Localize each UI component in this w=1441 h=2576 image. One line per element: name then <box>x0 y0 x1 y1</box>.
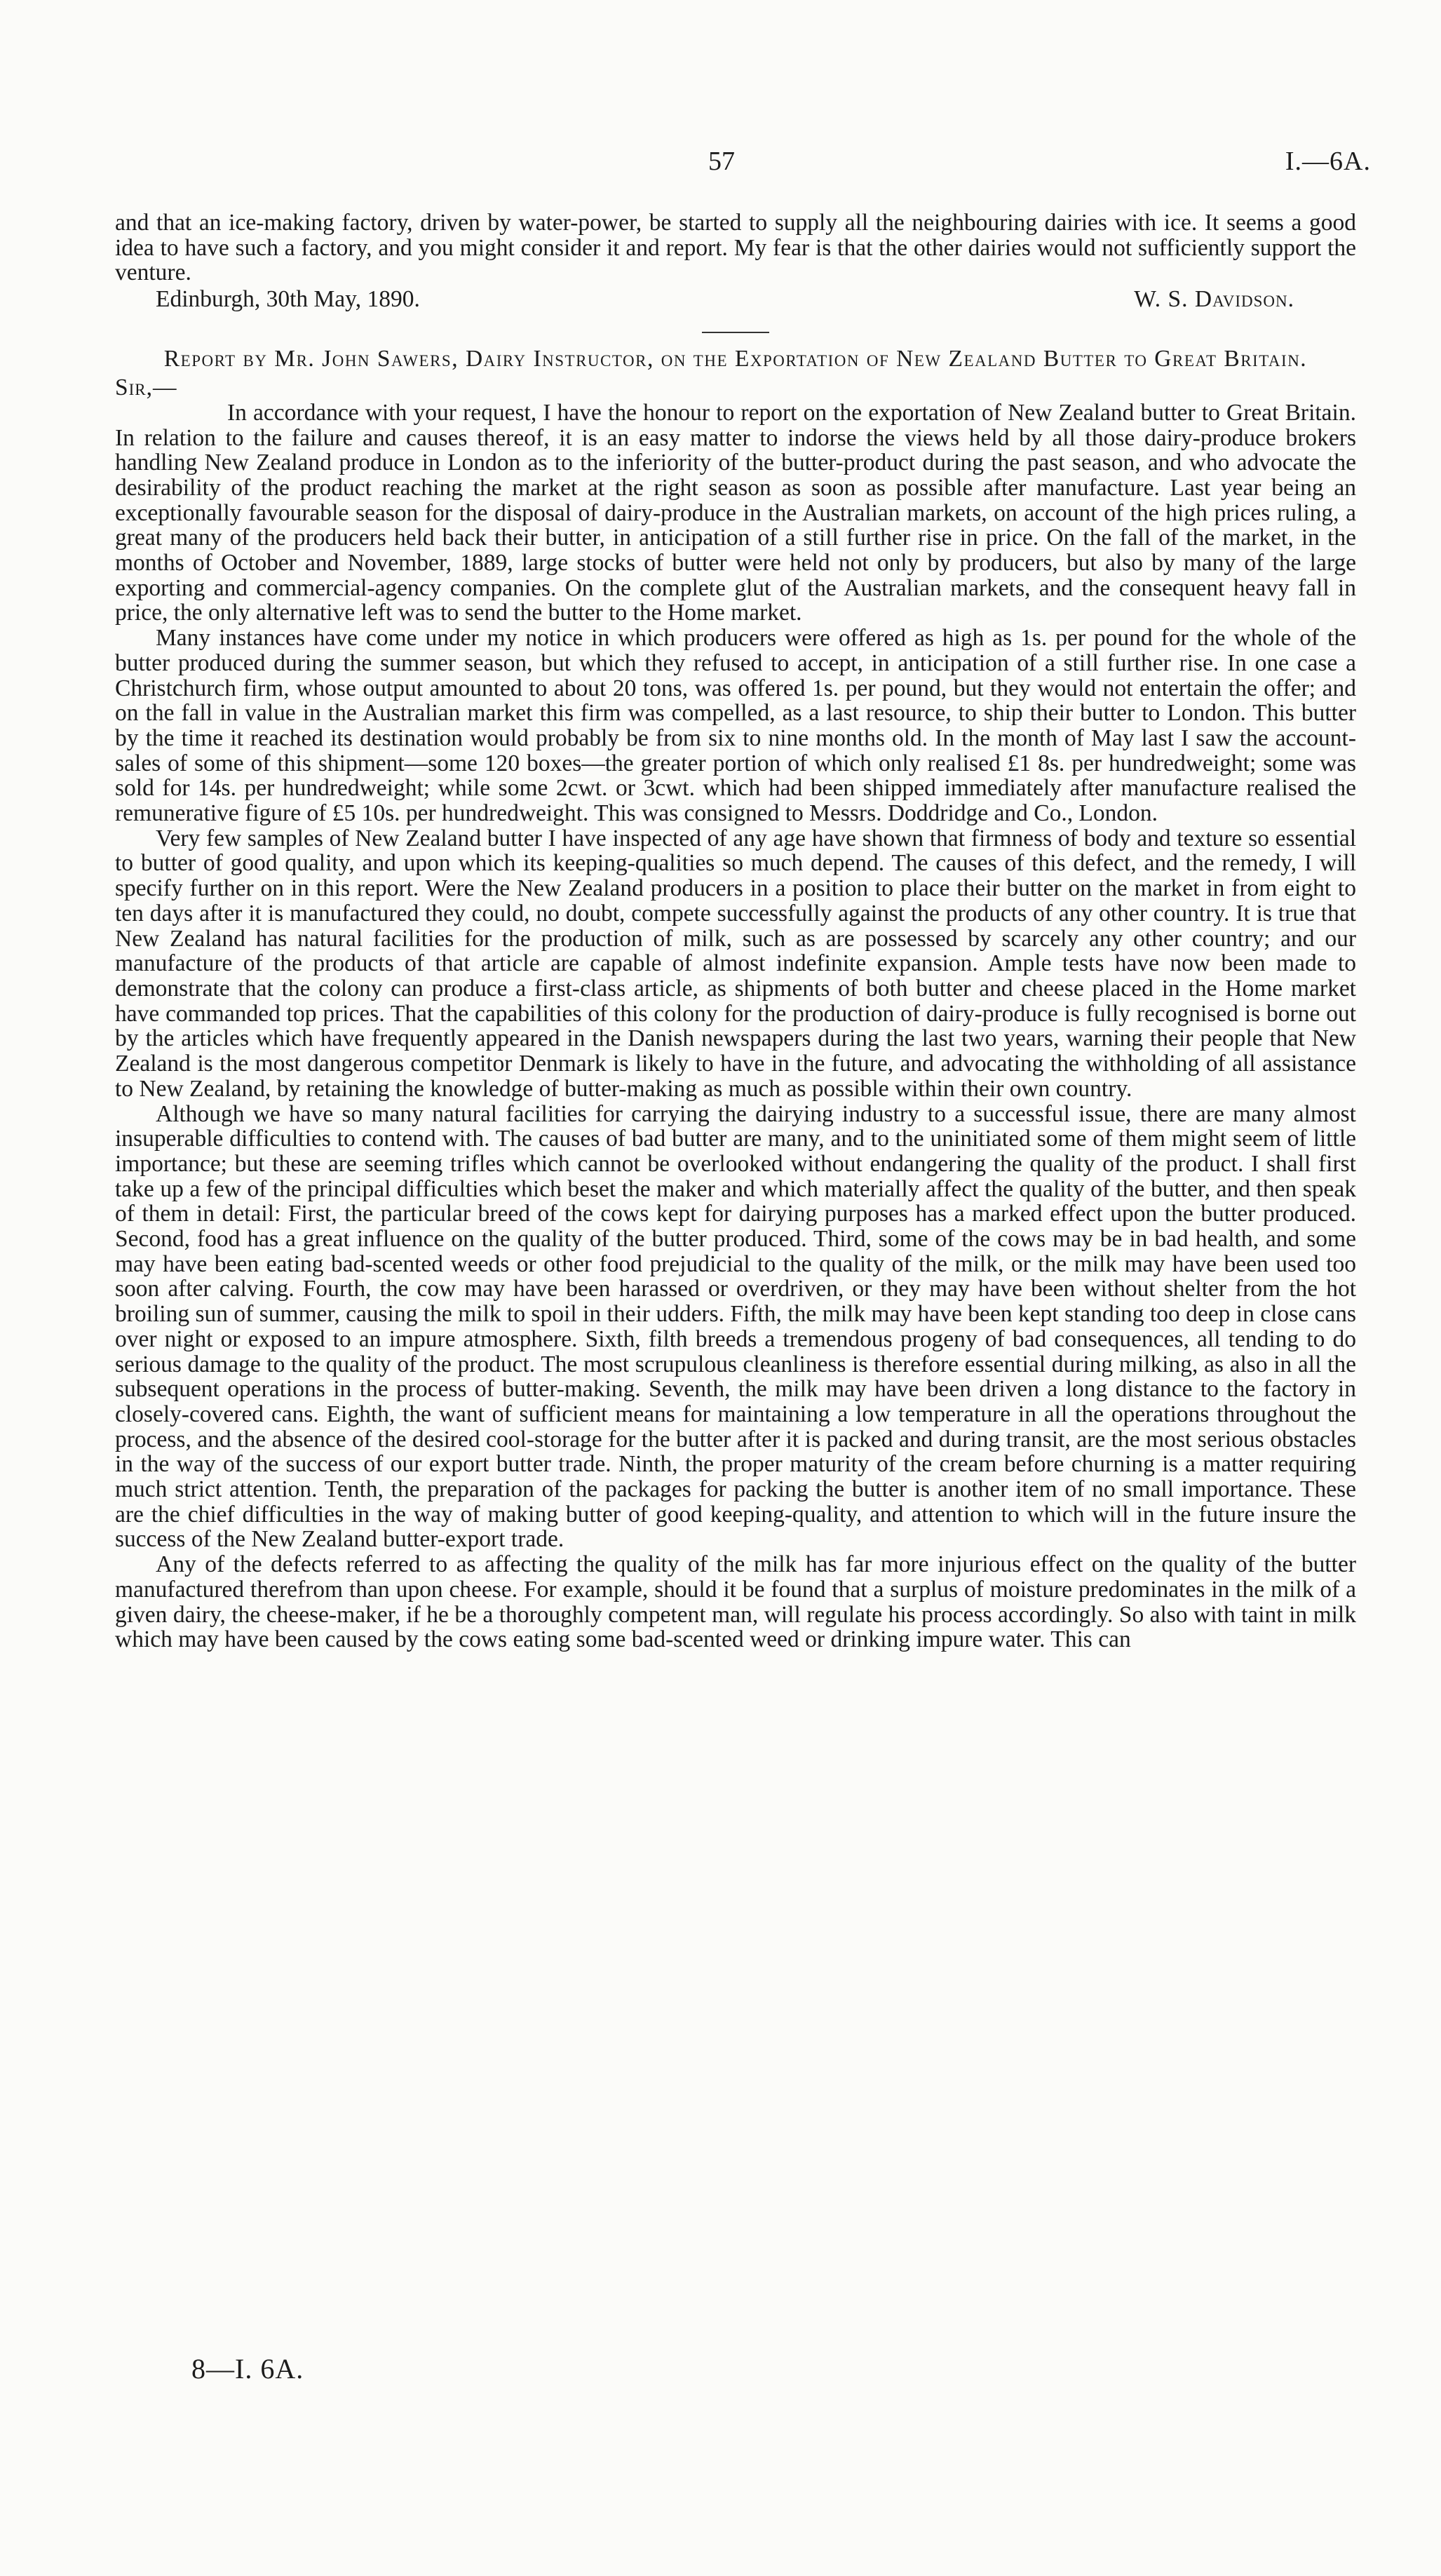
signature: W. S. Davidson. <box>1134 286 1294 313</box>
signature-mark: 8—I. 6A. <box>191 2353 304 2385</box>
letter-signoff <box>115 287 1356 313</box>
continuation-paragraph: and that an ice-making factory, driven by water-power, be started to supply all the neighbouring dairies with ice. It seems a good idea to have such a factory, and you might consider it and report. My fear is that the other dairies would not sufficiently support the venture. <box>115 210 1356 286</box>
place-date: Edinburgh, 30th May, 1890. <box>156 286 420 313</box>
section-divider <box>702 332 769 333</box>
page-header <box>0 146 1441 181</box>
report-paragraph: Any of the defects referred to as affecting the quality of the milk has far more injurious effect on the quality of the butter manufactured therefrom than upon cheese. For example, should it be found that a surplus of moisture predominates in the milk of a given dairy, the cheese-maker, if he be a thoroughly competent man, will regulate his process accordingly. So also with taint in milk which may have been caused by the cows eating some bad-scented weed or drinking impure water. This can <box>115 1551 1356 1653</box>
report-paragraph: In accordance with your request, I have the honour to report on the exportation of New Zealand butter to Great Britain. In relation to the failure and causes thereof, it is an easy matter to indorse the views held by all those dairy-produce brokers handling New Zealand produce in London as to the inferiority of the butter-product during the past season, and who advocate the desirability of the product reaching the market at the right season as soon as possible after manufacture. Last year being an exceptionally favourable season for the disposal of dairy-produce in the Australian markets, on account of the high prices ruling, a great many of the producers held back their butter, in anticipation of a still further rise in price. On the fall of the market, in the months of October and November, 1889, large stocks of butter were held not only by producers, but also by many of the large exporting and commercial-agency companies. On the complete glut of the Australian markets, and the consequent heavy fall in price, the only alternative left was to send the butter to the Home market. <box>115 399 1356 626</box>
report-paragraph: Although we have so many natural facilities for carrying the dairying industry to a successful issue, there are many almost insuperable difficulties to contend with. The causes of bad butter are many, and to the uninitiated some of them might seem of little importance; but these are seeming trifles which cannot be overlooked without endangering the quality of the product. I shall first take up a few of the principal difficulties which beset the maker and which materially affect the quality of the butter, and then speak of them in detail: First, the particular breed of the cows kept for dairying purposes has a marked effect upon the butter produced. Second, food has a great influence on the quality of the butter produced. Third, some of the cows may be in bad health, and some may have been eating bad-scented weeds or other food prejudicial to the quality of the milk, or the milk may have been used too soon after calving. Fourth, the cow may have been harassed or overdriven, or they may have been without shelter from the hot broiling sun of summer, causing the milk to spoil in their udders. Fifth, the milk may have been kept standing too deep in close cans over night or exposed to an impure atmosphere. Sixth, filth breeds a tremendous progeny of bad consequences, all tending to do serious damage to the quality of the product. The most scrupulous cleanliness is therefore essential during milking, as also in all the subsequent operations in the process of butter-making. Seventh, the milk may have been driven a long distance to the factory in closely-covered cans. Eighth, the want of sufficient means for maintaining a low temperature in all the operations throughout the process, and the absence of the desired cool-storage for the butter after it is packed and during transit, are the most serious obstacles in the way of the success of our export butter trade. Ninth, the proper maturity of the cream before churning is a matter requiring much strict attention. Tenth, the preparation of the packages for packing the butter is another item of no small importance. These are the chief difficulties in the way of making butter of good keeping-quality, and attention to which will in the future insure the success of the New Zealand butter-export trade. <box>115 1100 1356 1553</box>
body-text <box>115 210 1356 1652</box>
report-paragraph: Many instances have come under my notice in which producers were offered as high as 1s. per pound for the whole of the butter produced during the summer season, but which they refused to accept, in anticipation of a still further rise. In one case a Christchurch firm, whose output amounted to about 20 tons, was offered 1s. per pound, but they would not entertain the offer; and on the fall in value in the Australian market this firm was compelled, as a last resource, to ship their butter to London. This butter by the time it reached its destination would probably be from six to nine months old. In the month of May last I saw the account-sales of some of this shipment—some 120 boxes—the greater portion of which only realised £1 8s. per hundredweight; some was sold for 14s. per hundredweight; while some 2cwt. or 3cwt. which had been shipped immediately after manufacture realised the remunerative figure of £5 10s. per hundredweight. This was consigned to Messrs. Doddridge and Co., London. <box>115 625 1356 827</box>
report-title: Report by Mr. John Sawers, Dairy Instructor, on the Exportation of New Zealand Butter to Great Britain. <box>163 346 1308 372</box>
report-paragraph: Very few samples of New Zealand butter I have inspected of any age have shown that firmness of body and texture so essential to butter of good quality, and upon which its keeping-qualities so much depend. The causes of this defect, and the remedy, I will specify further on in this report. Were the New Zealand producers in a position to place their butter on the market in from eight to ten days after it is manufactured they could, no doubt, compete successfully against the products of any other country. It is true that New Zealand has natural facilities for the production of milk, such as are possessed by scarcely any other country; and our manufacture of the products of that article are capable of almost indefinite expansion. Ample tests have now been made to demonstrate that the colony can produce a first-class article, as shipments of both butter and cheese placed in the Home market have commanded top prices. That the capabilities of this colony for the production of dairy-produce is fully recognised is borne out by the articles which have frequently appeared in the Danish newspapers during the last two years, warning their people that New Zealand is the most dangerous competitor Denmark is likely to have in the future, and advocating the withholding of all assistance to New Zealand, by retaining the knowledge of butter-making as much as possible within their own country. <box>115 825 1356 1102</box>
page-reference: I.—6A. <box>1285 147 1371 176</box>
salutation: Sir,— <box>115 375 177 401</box>
report-body <box>115 400 1356 1652</box>
page-number: 57 <box>708 147 735 176</box>
